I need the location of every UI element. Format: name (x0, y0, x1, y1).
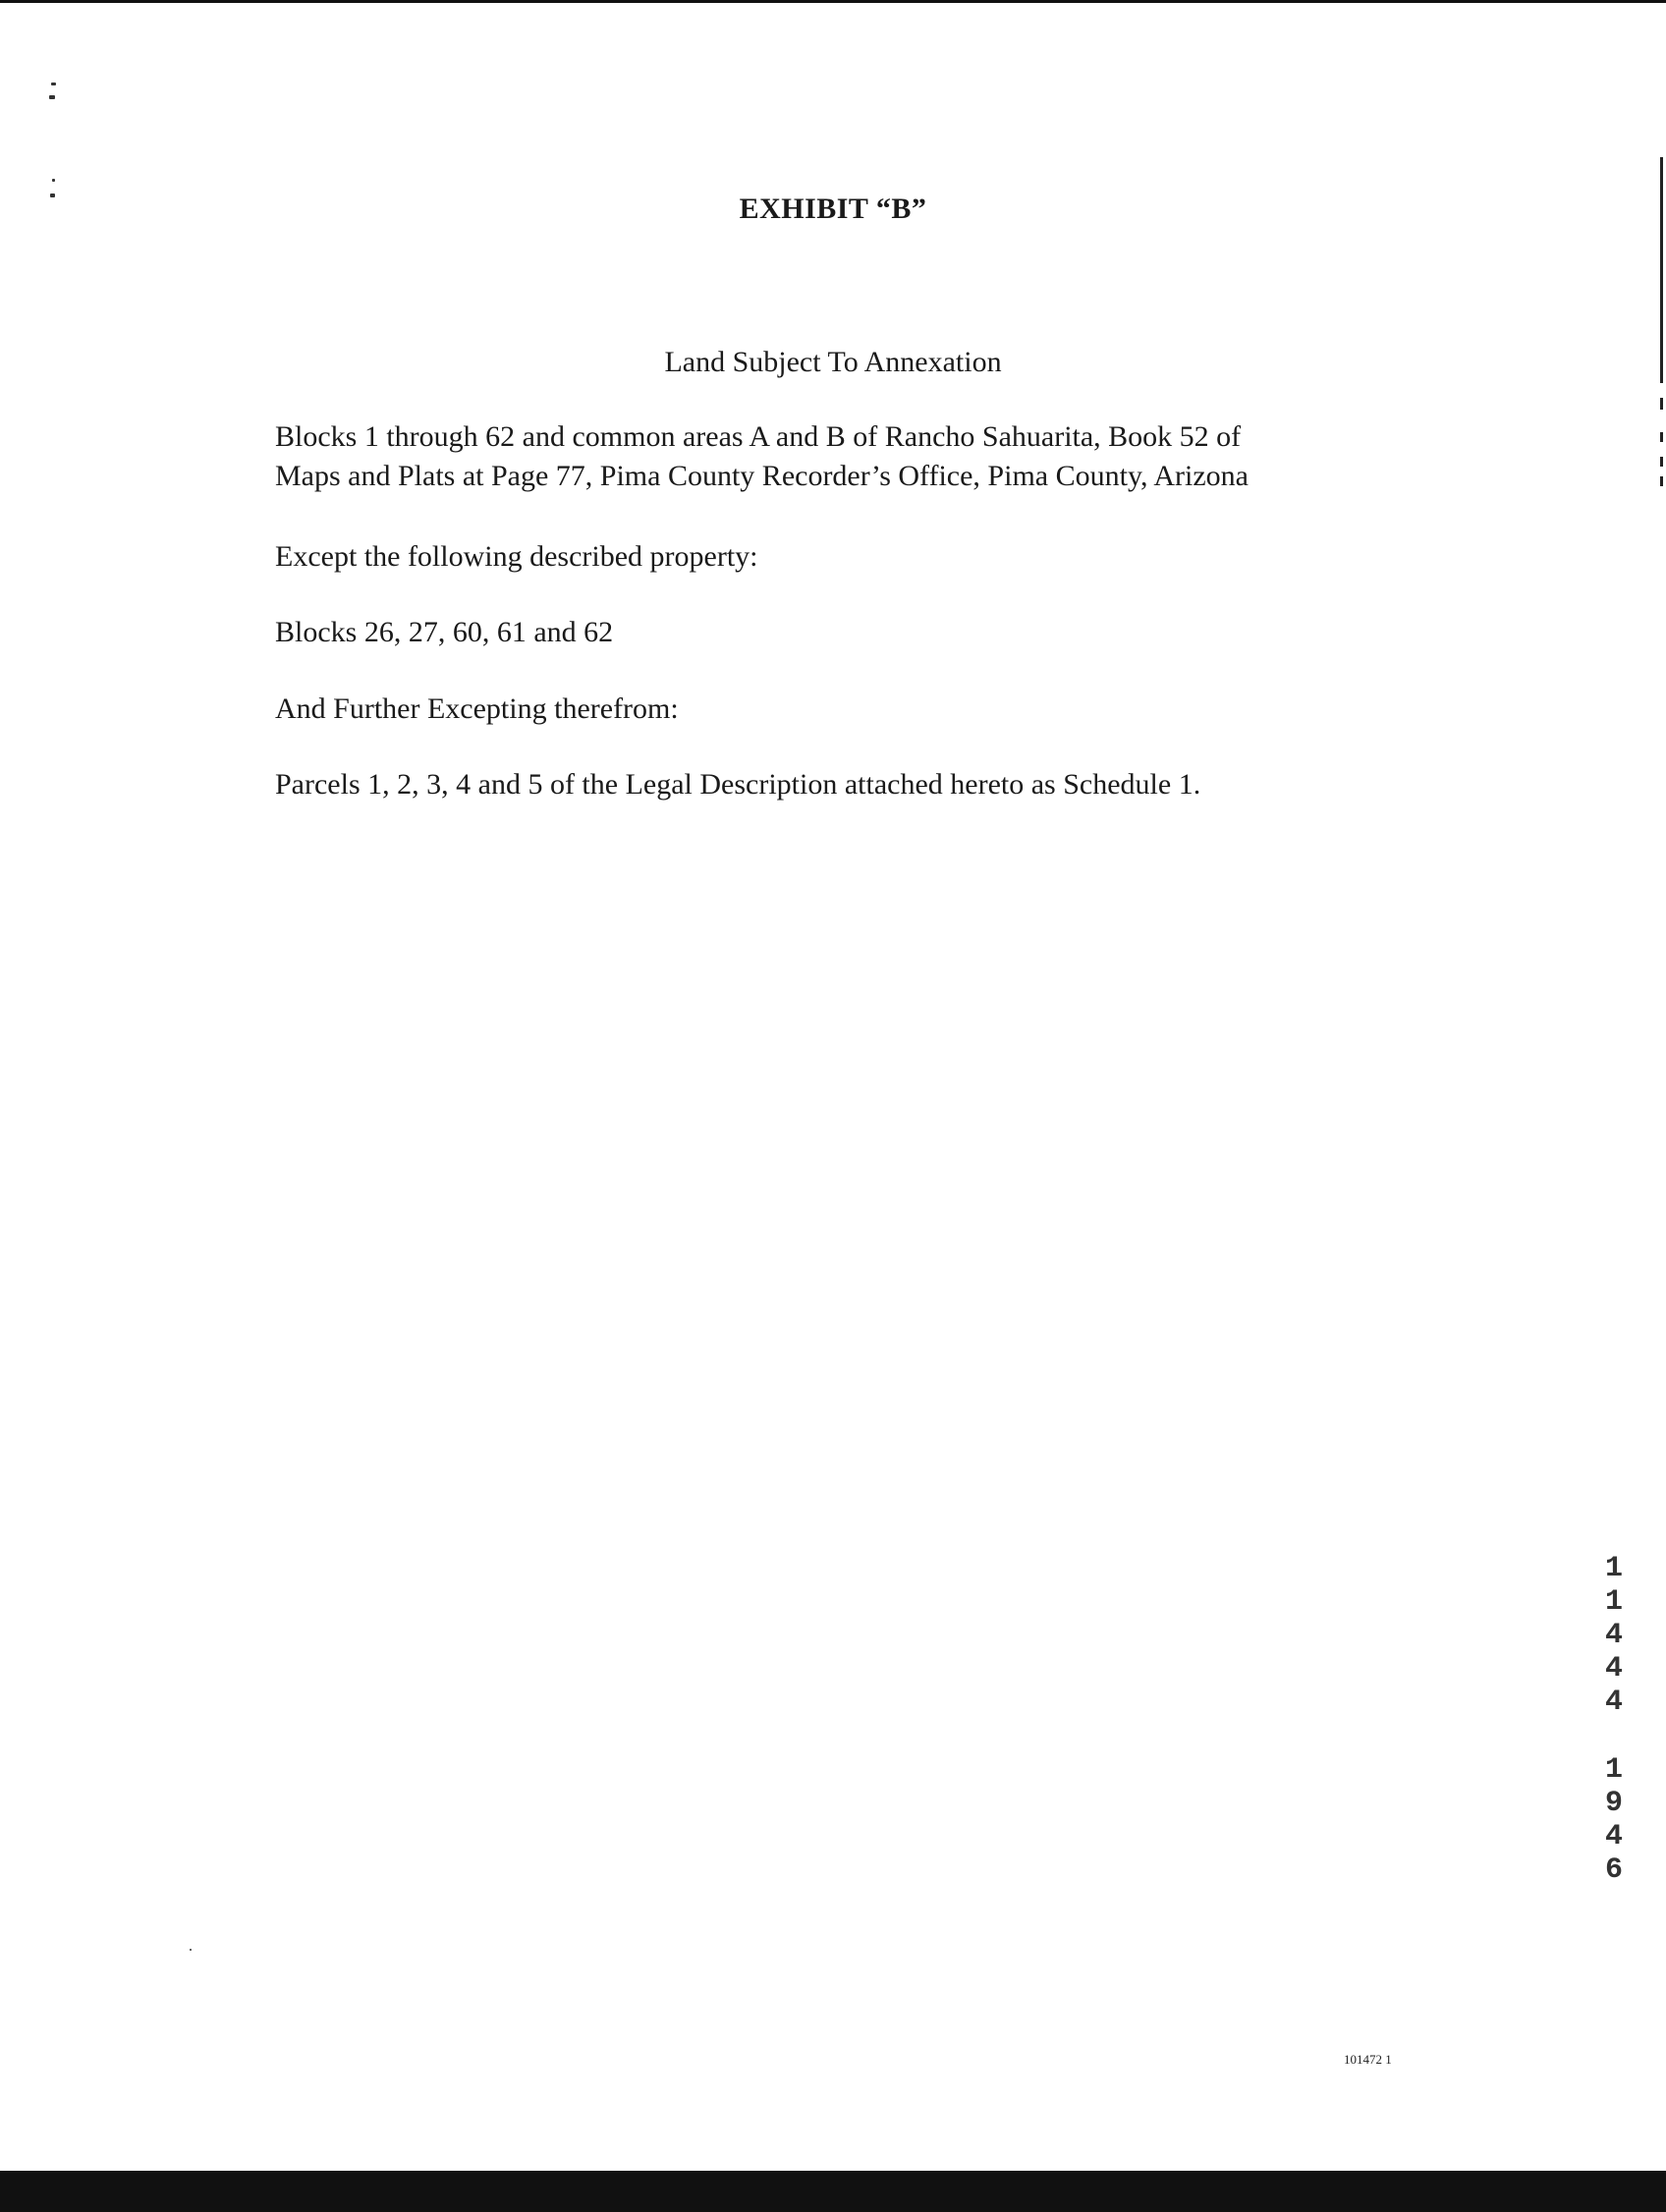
exhibit-title: EXHIBIT “B” (739, 193, 927, 225)
scan-right-edge (1660, 398, 1663, 410)
stamp-digit: 4 (1604, 1686, 1623, 1719)
scan-right-edge (1660, 457, 1663, 467)
exhibit-subtitle: Land Subject To Annexation (664, 346, 1002, 378)
exception-intro: Except the following described property: (275, 540, 758, 573)
stamp-digit: 4 (1604, 1619, 1623, 1652)
document-number: 101472 1 (1344, 2052, 1392, 2067)
land-description-line-2: Maps and Plats at Page 77, Pima County Recorder’s Office, Pima County, Arizona (275, 460, 1249, 492)
stamp-digit: 6 (1604, 1853, 1623, 1887)
further-exception-intro: And Further Excepting therefrom: (275, 692, 679, 725)
recording-stamp-page (1599, 1753, 1629, 1887)
excepted-blocks: Blocks 26, 27, 60, 61 and 62 (275, 616, 614, 648)
land-description-line-1: Blocks 1 through 62 and common areas A and B of Rancho Sahuarita, Book 52 of (275, 420, 1242, 453)
scan-bottom-edge (0, 2171, 1666, 2212)
scan-speck (49, 95, 55, 99)
stamp-digit: 9 (1604, 1787, 1623, 1820)
stamp-digit: 4 (1604, 1820, 1623, 1853)
scan-speck (190, 1949, 192, 1951)
stamp-digit: 1 (1604, 1585, 1623, 1619)
scan-right-edge (1660, 476, 1663, 486)
land-description-paragraph (275, 417, 1405, 496)
scan-speck (52, 179, 55, 182)
stamp-digit: 4 (1604, 1652, 1623, 1686)
recording-stamp-docket (1599, 1552, 1629, 1719)
stamp-digit: 1 (1604, 1753, 1623, 1787)
scan-right-edge (1660, 432, 1663, 442)
scan-speck (51, 83, 56, 85)
excepted-parcels: Parcels 1, 2, 3, 4 and 5 of the Legal Description attached hereto as Schedule 1. (275, 768, 1201, 801)
stamp-digit: 1 (1604, 1552, 1623, 1585)
scan-top-edge (0, 0, 1666, 3)
